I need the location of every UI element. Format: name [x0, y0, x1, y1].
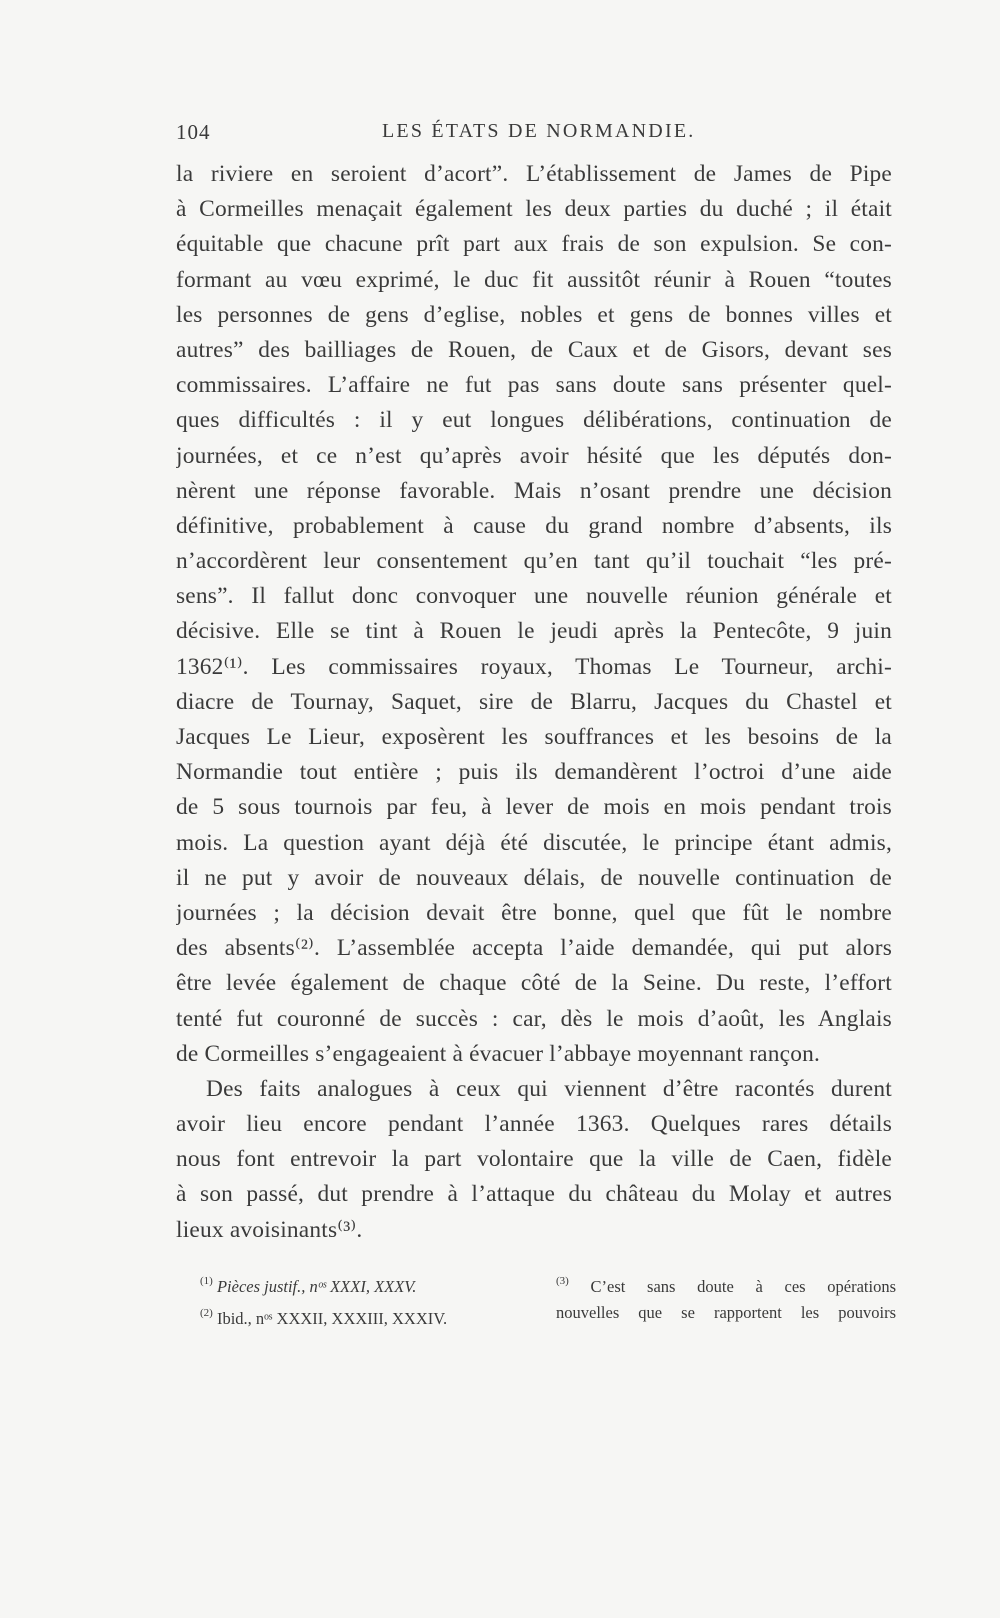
page-header: [176, 120, 892, 150]
text-line: journées, et ce n’est qu’après avoir hésité que les députés don-: [176, 442, 892, 469]
footnote-text: Ibid., nᵒˢ XXXII, XXXIII, XXXIV.: [216, 1309, 448, 1328]
text-line: journées ; la décision devait être bonne, quel que fût le nombre: [176, 899, 892, 926]
footnote-1: [200, 1268, 530, 1300]
text-line: formant au vœu exprimé, le duc fit aussitôt réunir à Rouen “toutes: [176, 266, 892, 293]
text-line: ques difficultés : il y eut longues délibérations, continuation de: [176, 407, 892, 434]
footnote-marker: (2): [200, 1307, 213, 1319]
text-line: Des faits analogues à ceux qui viennent d’être racontés durent: [206, 1075, 892, 1102]
footnote-marker: (3): [556, 1275, 569, 1287]
footnote-3-line-2: nouvelles que se rapportent les pouvoirs: [556, 1303, 896, 1322]
text-line: la riviere en seroient d’acort”. L’établissement de James de Pipe: [176, 161, 892, 187]
text-line: définitive, probablement à cause du grand nombre d’absents, ils: [176, 512, 892, 539]
page-number: 104: [176, 120, 211, 144]
text-line: nous font entrevoir la part volontaire que la ville de Caen, fidèle: [176, 1146, 892, 1173]
text-line: nèrent une réponse favorable. Mais n’osant prendre une décision: [176, 477, 892, 504]
text-line: diacre de Tournay, Saquet, sire de Blarru, Jacques du Chastel et: [176, 688, 892, 715]
text-line: il ne put y avoir de nouveaux délais, de nouvelle continuation de: [176, 864, 892, 891]
text-line: les personnes de gens d’eglise, nobles et gens de bonnes villes et: [176, 301, 892, 328]
footnotes-left-column: [200, 1268, 530, 1332]
footnote-text: Pièces justif., nᵒˢ XXXI, XXXV.: [216, 1277, 417, 1296]
text-line: 1362⁽¹⁾. Les commissaires royaux, Thomas Le Tourneur, archi-: [176, 653, 892, 680]
text-line: sens”. Il fallut donc convoquer une nouvelle réunion générale et: [176, 583, 892, 610]
text-line: Jacques Le Lieur, exposèrent les souffrances et les besoins de la: [176, 724, 892, 750]
text-line: décisive. Elle se tint à Rouen le jeudi après la Pentecôte, 9 juin: [176, 618, 892, 645]
text-line: de 5 sous tournois par feu, à lever de mois en mois pendant trois: [176, 794, 892, 821]
text-line: commissaires. L’affaire ne fut pas sans doute sans présenter quel-: [176, 372, 892, 399]
text-line: n’accordèrent leur consentement qu’en tant qu’il touchait “les pré-: [176, 548, 892, 575]
text-line: à Cormeilles menaçait également les deux parties du duché ; il était: [176, 196, 892, 223]
footnote-marker: (1): [200, 1275, 213, 1287]
text-line: Normandie tout entière ; puis ils demandèrent l’octroi d’une aide: [176, 759, 892, 786]
footnote-2: [200, 1300, 530, 1332]
text-line: autres” des bailliages de Rouen, de Caux et de Gisors, devant ses: [176, 336, 892, 363]
text-line: de Cormeilles s’engageaient à évacuer l’abbaye moyennant rançon.: [176, 1040, 821, 1067]
footnote-3-line-1: [556, 1268, 896, 1300]
text-line: des absents⁽²⁾. L’assemblée accepta l’aide demandée, qui put alors: [176, 935, 892, 962]
footnotes-right-column: [556, 1268, 896, 1326]
text-line: lieux avoisinants⁽³⁾.: [176, 1216, 363, 1243]
text-line: être levée également de chaque côté de la Seine. Du reste, l’effort: [176, 970, 892, 997]
body-text: [176, 157, 892, 1248]
footnote-text: C’est sans doute à ces opérations: [590, 1277, 897, 1296]
text-line: à son passé, dut prendre à l’attaque du château du Molay et autres: [176, 1181, 892, 1208]
text-line: équitable que chacune prît part aux frais de son expulsion. Se con-: [176, 231, 892, 258]
text-line: avoir lieu encore pendant l’année 1363. Quelques rares détails: [176, 1111, 892, 1138]
text-line: mois. La question ayant déjà été discutée, le principe étant admis,: [176, 829, 892, 856]
text-line: tenté fut couronné de succès : car, dès le mois d’août, les Anglais: [176, 1005, 892, 1032]
running-title: LES ÉTATS DE NORMANDIE.: [382, 120, 696, 142]
